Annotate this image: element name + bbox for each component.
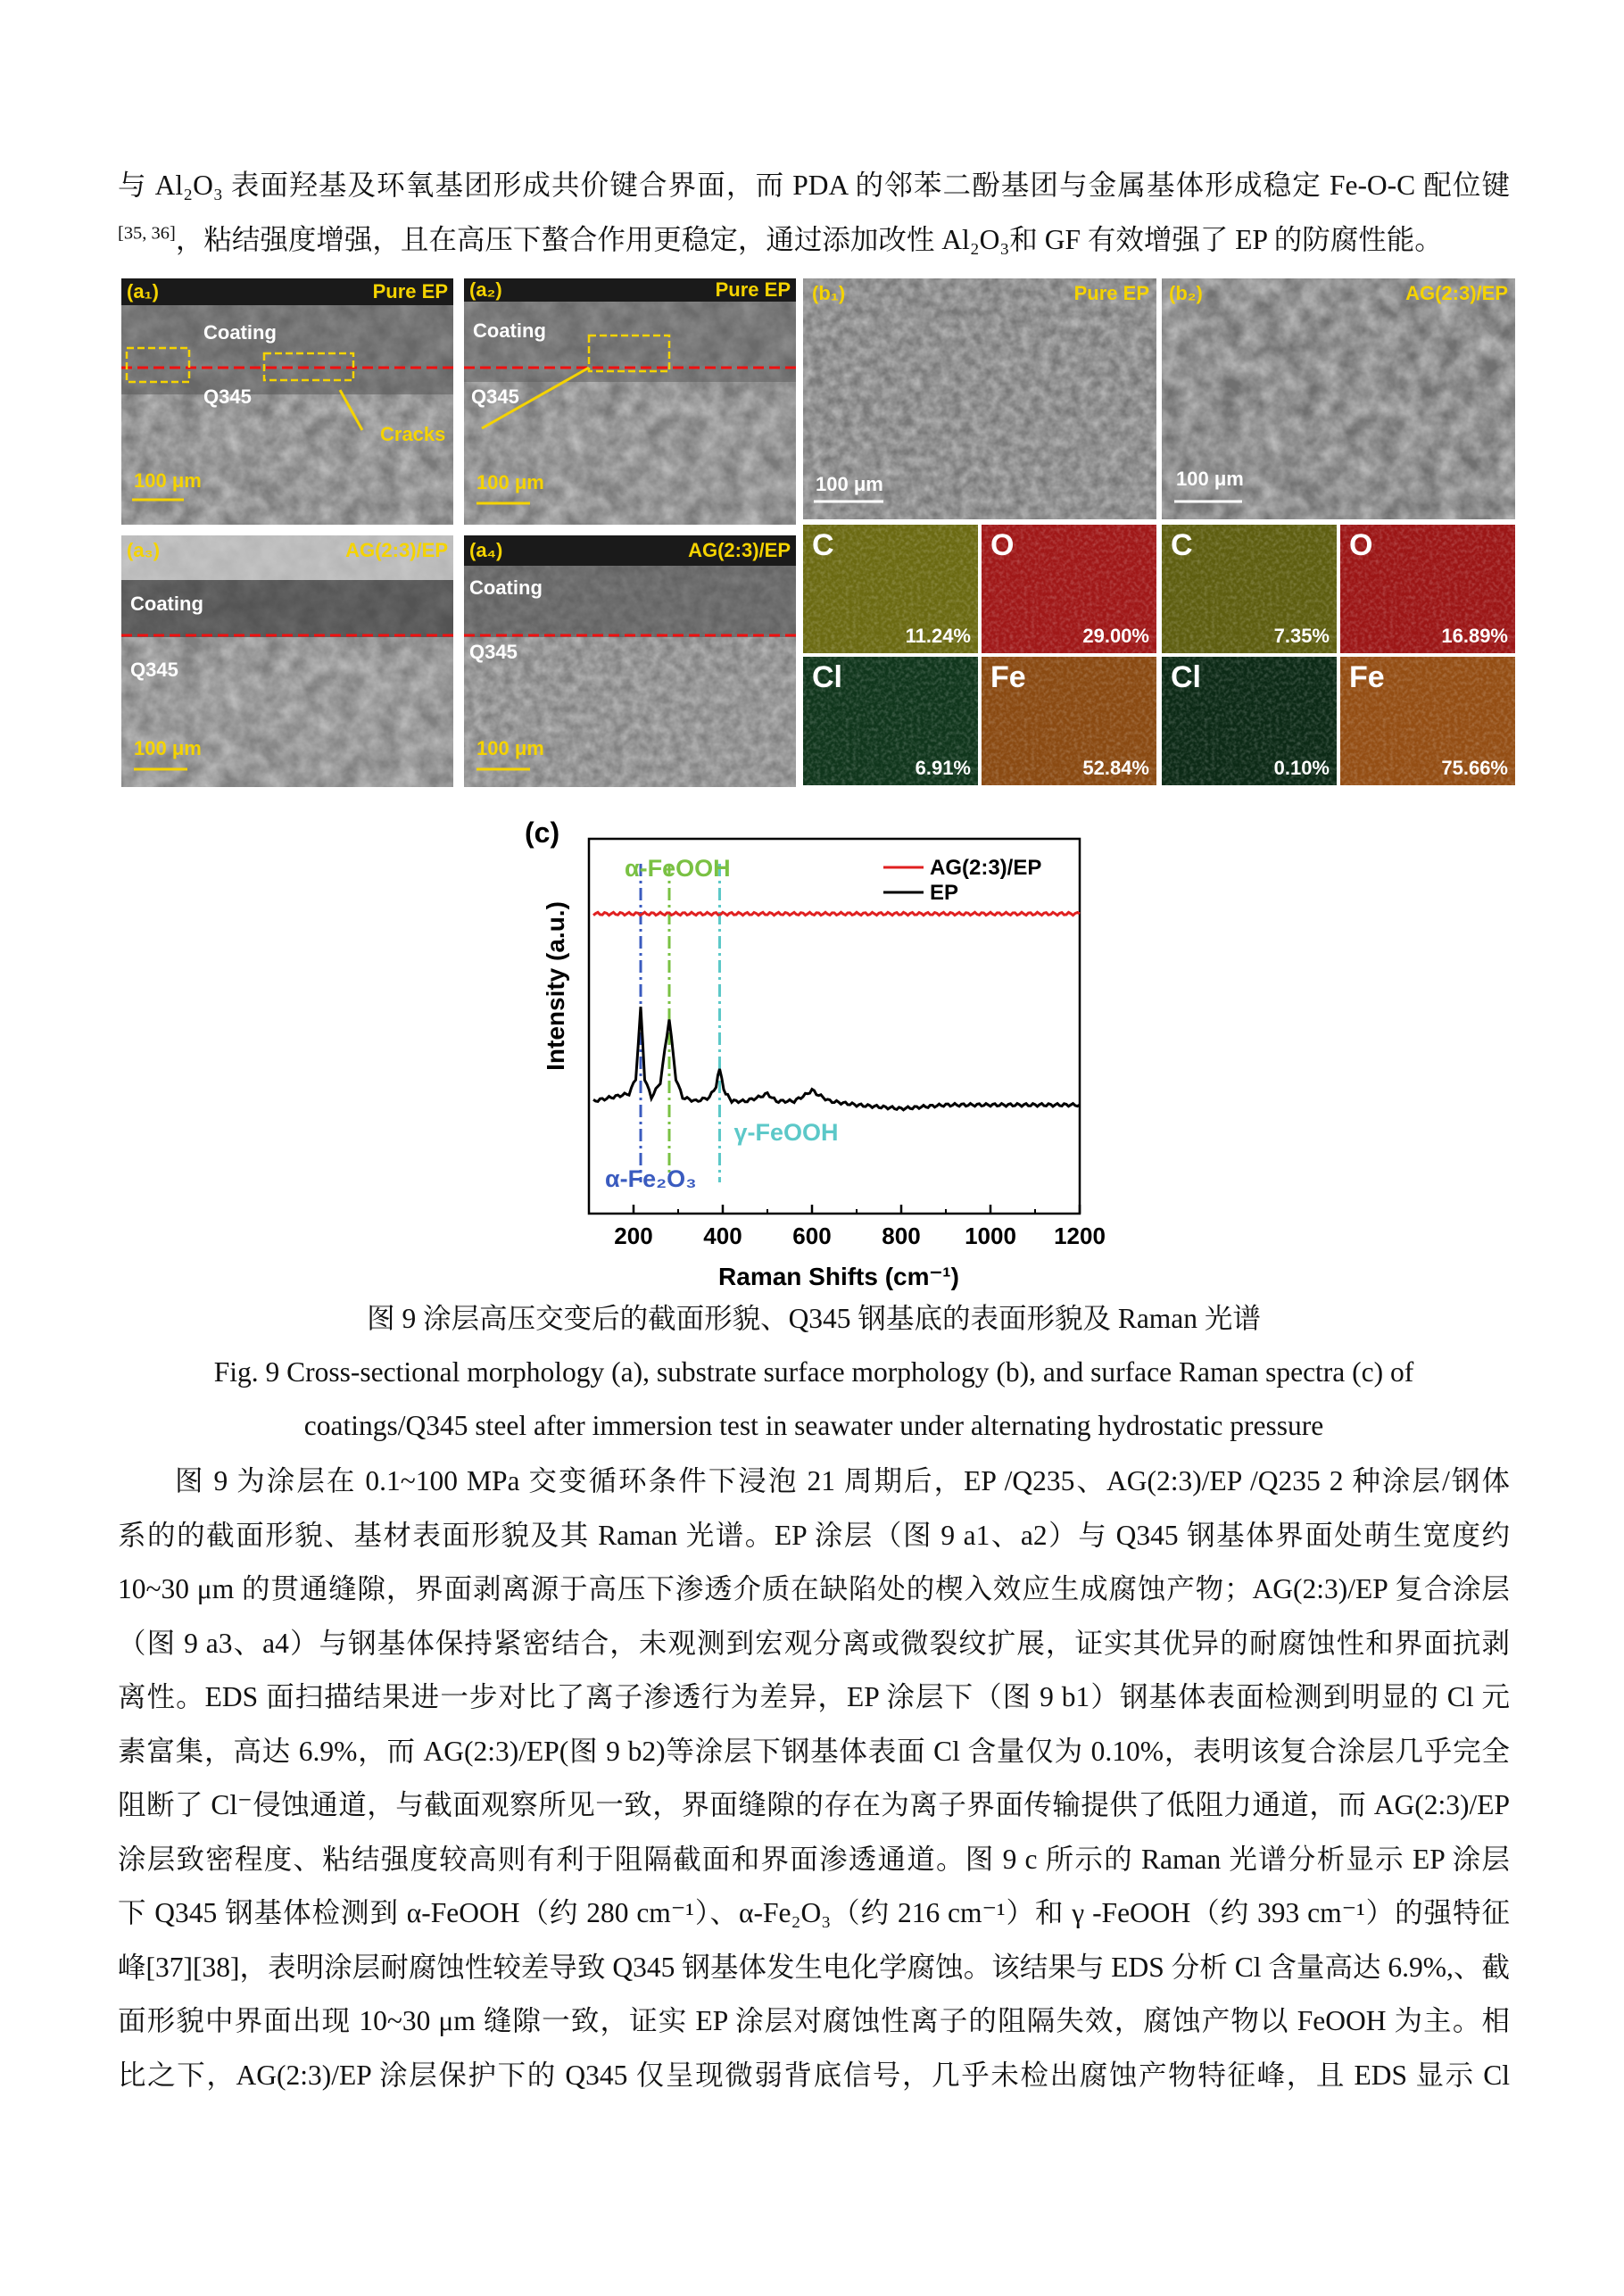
top-paragraph bbox=[118, 159, 1510, 267]
substrate-label: Q345 bbox=[203, 385, 252, 408]
panel-title: AG(2:3)/EP bbox=[688, 539, 791, 561]
eds-percentage: 52.84% bbox=[1082, 757, 1149, 779]
eds-percentage: 29.00% bbox=[1082, 625, 1149, 647]
eds-map-fe bbox=[1340, 657, 1515, 785]
body-paragraph-line: 10~30 μm 的贯通缝隙，界面剥离源于高压下渗透介质在缺陷处的楔入效应生成腐蚀产物；AG(2:3)/EP 复合涂层 bbox=[118, 1573, 1510, 1604]
top-paragraph-line-1: 与 Al₂O₃ 表面羟基及环氧基团形成共价键合界面，而 PDA 的邻苯二酚基团与金属基体形成稳定 Fe-O-C 配位键 bbox=[118, 170, 1510, 201]
eds-percentage: 75.66% bbox=[1441, 757, 1508, 779]
body-paragraph-line: 图 9 为涂层在 0.1~100 MPa 交变循环条件下浸泡 21 周期后，EP /Q235、AG(2:3)/EP /Q235 2 种涂层/钢体 bbox=[175, 1465, 1510, 1496]
y-axis-label: Intensity (a.u.) bbox=[542, 901, 569, 1071]
eds-percentage: 6.91% bbox=[915, 757, 971, 779]
body-paragraph-line: 下 Q345 钢基体检测到 α-FeOOH（约 280 cm⁻¹）、α-Fe₂O₃（约 216 cm⁻¹）和 γ -FeOOH（约 393 cm⁻¹）的强特征 bbox=[118, 1897, 1510, 1928]
sem-panel-a4 bbox=[464, 535, 796, 787]
panel-title: Pure EP bbox=[715, 278, 791, 301]
panel-label: (a₃) bbox=[127, 539, 161, 561]
panel-title: AG(2:3)/EP bbox=[1405, 282, 1508, 304]
eds-map-o bbox=[1340, 525, 1515, 653]
figure-caption-en-line-2: coatings/Q345 steel after immersion test in seawater under alternating hydrostatic pressure bbox=[303, 1410, 1324, 1441]
x-axis-label: Raman Shifts (cm⁻¹) bbox=[718, 1263, 959, 1290]
eds-percentage: 11.24% bbox=[905, 625, 971, 647]
x-tick-label: 200 bbox=[614, 1223, 653, 1249]
panel-title: Pure EP bbox=[372, 280, 448, 303]
body-paragraph-line: 素富集，高达 6.9%，而 AG(2:3)/EP(图 9 b2)等涂层下钢基体表面 Cl 含量仅为 0.10%，表明该复合涂层几乎完全 bbox=[118, 1735, 1510, 1767]
citation-ref: [35, 36] bbox=[118, 223, 176, 243]
body-paragraph-line: 面形貌中界面出现 10~30 μm 缝隙一致，证实 EP 涂层对腐蚀性离子的阻隔失效，腐蚀产物以 FeOOH 为主。相 bbox=[118, 2005, 1510, 2036]
top-paragraph-line-2-text: ，粘结强度增强，且在高压下螯合作用更稳定，通过添加改性 Al₂O₃和 GF 有效增强了 EP 的防腐性能。 bbox=[175, 223, 1443, 255]
panel-label: (b₁) bbox=[812, 282, 846, 304]
body-paragraph-line: 涂层致密程度、粘结强度较高则有利于阻隔截面和界面渗透通道。图 9 c 所示的 Raman 光谱分析显示 EP 涂层 bbox=[118, 1843, 1510, 1875]
eds-map-cl bbox=[1162, 657, 1337, 785]
eds-map-c bbox=[1162, 525, 1337, 653]
eds-element-label: Cl bbox=[812, 660, 842, 694]
eds-percentage: 0.10% bbox=[1273, 757, 1330, 779]
panel-label: (a₂) bbox=[469, 278, 502, 301]
panel-label: (a₄) bbox=[469, 539, 503, 561]
eds-element-label: C bbox=[812, 528, 834, 562]
legend-label: EP bbox=[930, 881, 959, 905]
eds-element-label: Cl bbox=[1171, 660, 1201, 694]
figure-caption-zh: 图 9 涂层高压交变后的截面形貌、Q345 钢基底的表面形貌及 Raman 光谱 bbox=[367, 1303, 1261, 1334]
chart-panel-label: (c) bbox=[525, 816, 560, 849]
substrate-label: Q345 bbox=[469, 641, 518, 663]
panel-label: (a₁) bbox=[127, 280, 159, 303]
series-line-ep bbox=[593, 1007, 1080, 1110]
eds-element-label: Fe bbox=[1349, 660, 1385, 694]
eds-map-fe bbox=[982, 657, 1156, 785]
panel-title: AG(2:3)/EP bbox=[345, 539, 448, 561]
plot-frame bbox=[589, 839, 1080, 1214]
x-tick-label: 1200 bbox=[1054, 1223, 1106, 1249]
eds-percentage: 7.35% bbox=[1273, 625, 1330, 647]
body-paragraph-line: 阻断了 Cl⁻侵蚀通道，与截面观察所见一致，界面缝隙的存在为离子界面传输提供了低阻力通道，而 AG(2:3)/EP bbox=[118, 1789, 1510, 1820]
eds-map-cl bbox=[803, 657, 978, 785]
x-tick-label: 800 bbox=[882, 1223, 921, 1249]
cracks-label: Cracks bbox=[380, 423, 446, 445]
scale-bar-label: 100 μm bbox=[134, 469, 202, 492]
panel-title: Pure EP bbox=[1073, 282, 1149, 304]
substrate-label: Q345 bbox=[471, 385, 519, 408]
body-paragraph-line: 离性。EDS 面扫描结果进一步对比了离子渗透行为差异，EP 涂层下（图 9 b1）钢基体表面检测到明显的 Cl 元 bbox=[118, 1681, 1510, 1712]
x-tick-label: 600 bbox=[792, 1223, 832, 1249]
x-tick-label: 400 bbox=[703, 1223, 742, 1249]
eds-element-label: C bbox=[1171, 528, 1193, 562]
top-paragraph-line-2 bbox=[118, 213, 1510, 268]
eds-map-o bbox=[982, 525, 1156, 653]
eds-element-label: Fe bbox=[990, 660, 1026, 694]
scale-bar-label: 100 μm bbox=[1176, 468, 1244, 490]
body-paragraph bbox=[118, 1455, 1510, 2102]
coating-label: Coating bbox=[130, 593, 203, 615]
figure-caption-en-line-1: Fig. 9 Cross-sectional morphology (a), substrate surface morphology (b), and surface Raman spectra (c) of bbox=[213, 1356, 1414, 1388]
body-paragraph-line: 系的的截面形貌、基材表面形貌及其 Raman 光谱。EP 涂层（图 9 a1、a2）与 Q345 钢基体界面处萌生宽度约 bbox=[118, 1519, 1510, 1551]
scale-bar-label: 100 μm bbox=[134, 737, 202, 759]
body-paragraph-line: （图 9 a3、a4）与钢基体保持紧密结合，未观测到宏观分离或微裂纹扩展，证实其优异的耐腐蚀性和界面抗剥 bbox=[118, 1627, 1510, 1659]
scale-bar-label: 100 μm bbox=[816, 473, 883, 495]
scale-bar-label: 100 μm bbox=[476, 737, 544, 759]
coating-label: Coating bbox=[203, 321, 277, 344]
annotation-label: α-Fe₂O₃ bbox=[605, 1165, 697, 1192]
panel-label: (b₂) bbox=[1169, 282, 1203, 304]
body-paragraph-line: 比之下，AG(2:3)/EP 涂层保护下的 Q345 仅呈现微弱背底信号，几乎未检出腐蚀产物特征峰，且 EDS 显示 Cl bbox=[118, 2059, 1510, 2091]
sem-panel-a1 bbox=[121, 278, 453, 525]
eds-element-label: O bbox=[1349, 528, 1373, 562]
sem-panel-a2 bbox=[464, 278, 796, 525]
annotation-label: γ-FeOOH bbox=[733, 1119, 839, 1146]
eds-map-c bbox=[803, 525, 978, 653]
coating-label: Coating bbox=[473, 319, 546, 342]
scale-bar-label: 100 μm bbox=[476, 471, 544, 493]
annotation-label: α-FeOOH bbox=[625, 855, 731, 882]
series-line-ag-ep bbox=[593, 912, 1080, 915]
sem-panel-a3 bbox=[121, 535, 453, 787]
sem-panel-b2 bbox=[1162, 278, 1515, 519]
raman-spectra-chart bbox=[500, 803, 1124, 1303]
substrate-label: Q345 bbox=[130, 659, 178, 681]
x-tick-label: 1000 bbox=[965, 1223, 1016, 1249]
legend-label: AG(2:3)/EP bbox=[930, 856, 1042, 880]
coating-label: Coating bbox=[469, 576, 543, 599]
sem-panel-b1 bbox=[803, 278, 1156, 519]
body-paragraph-line: 峰[37][38]，表明涂层耐腐蚀性较差导致 Q345 钢基体发生电化学腐蚀。该结果与 EDS 分析 Cl 含量高达 6.9%,、截 bbox=[118, 1951, 1510, 1983]
eds-percentage: 16.89% bbox=[1441, 625, 1508, 647]
eds-element-label: O bbox=[990, 528, 1015, 562]
